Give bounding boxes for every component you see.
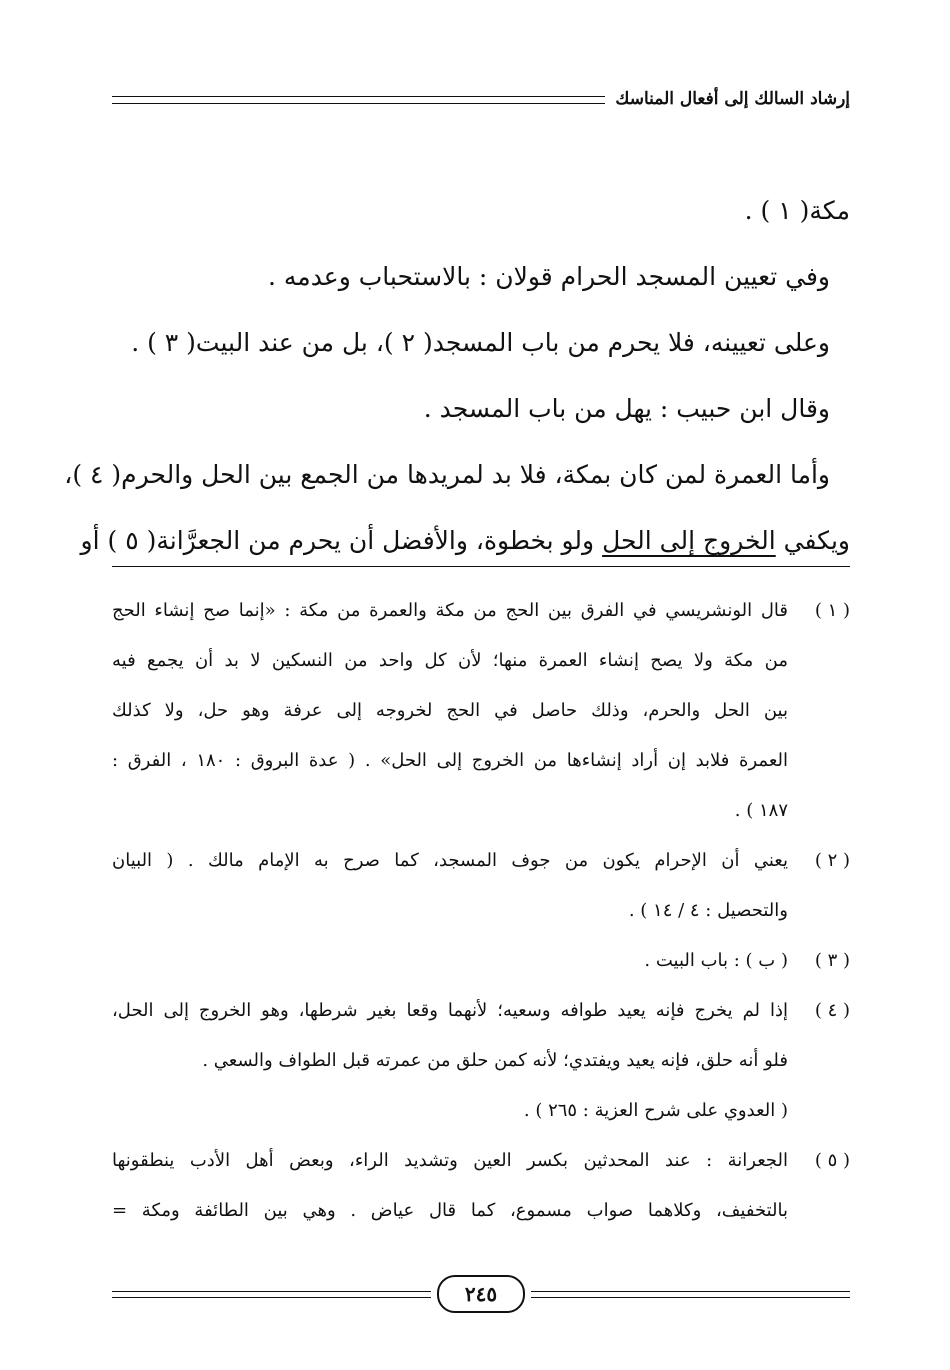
footnote-number: ( ١ )	[814, 600, 850, 621]
footnote-4	[112, 986, 850, 1136]
main-line-6	[80, 508, 850, 574]
main-text	[64, 178, 850, 574]
footnote-body	[112, 936, 788, 986]
footnote-line: بين الحل والحرم، وذلك حاصل في الحج لخروجه إلى عرفة وهو حل، ولا كذلك	[112, 700, 788, 721]
footnote-body	[112, 836, 788, 936]
footnotes	[112, 586, 850, 1236]
footnote-body	[112, 986, 788, 1136]
footnote-number: ( ٤ )	[814, 1000, 850, 1021]
header-title: إرشاد السالك إلى أفعال المناسك	[615, 89, 850, 109]
footnote-line: العمرة فلابد إن أراد إنشاءها من الخروج إلى الحل» . ( عدة البروق : ١٨٠ ، الفرق :	[112, 750, 788, 771]
footnote-line: إذا لم يخرج فإنه يعيد طوافه وسعيه؛ لأنهما وقعا بغير شرطها، وهو الخروج إلى الحل،	[112, 1000, 788, 1021]
footnote-line: ( العدوي على شرح العزية : ٢٦٥ ) .	[523, 1100, 788, 1121]
footnote-line: قال الونشريسي في الفرق بين الحج من مكة والعمرة من مكة : «إنما صح إنشاء الحج	[112, 600, 788, 621]
main-line-3: وعلى تعيينه، فلا يحرم من باب المسجد( ٢ )، بل من عند البيت( ٣ ) .	[131, 328, 830, 357]
footnote-1	[112, 586, 850, 836]
main-line-4: وقال ابن حبيب : يهل من باب المسجد .	[423, 394, 830, 423]
footnote-line: يعني أن الإحرام يكون من جوف المسجد، كما صرح به الإمام مالك . ( البيان	[112, 850, 788, 871]
footer-rule-left	[112, 1291, 431, 1298]
header-rule	[112, 96, 605, 104]
main-line-1: مكة( ١ ) .	[744, 196, 850, 225]
footnote-5	[112, 1136, 850, 1236]
footnote-line: من مكة ولا يصح إنشاء العمرة منها؛ لأن كل واحد من النسكين لا بد أن يجمع فيه	[112, 650, 788, 671]
footnote-line: والتحصيل : ٤ / ١٤ ) .	[628, 900, 788, 921]
running-header	[112, 84, 850, 114]
footnote-number: ( ٥ )	[814, 1150, 850, 1171]
footnote-line: بالتخفيف، وكلاهما صواب مسموع، كما قال عياض . وهي بين الطائفة ومكة =	[112, 1200, 788, 1221]
page-number: ٢٤٥	[437, 1275, 525, 1313]
footnote-body	[112, 1136, 788, 1236]
footnote-divider	[112, 566, 850, 567]
footnote-number: ( ٢ )	[814, 850, 850, 871]
main-line-6-underlined: الخروج إلى الحل	[602, 526, 776, 555]
footnote-body	[112, 586, 788, 836]
footnote-line: فلو أنه حلق، فإنه يعيد ويفتدي؛ لأنه كمن حلق من عمرته قبل الطواف والسعي .	[202, 1050, 788, 1071]
footnote-3	[112, 936, 850, 986]
footnote-line: ١٨٧ ) .	[734, 800, 788, 821]
footnote-number: ( ٣ )	[814, 950, 850, 971]
footnote-2	[112, 836, 850, 936]
main-line-2: وفي تعيين المسجد الحرام قولان : بالاستحباب وعدمه .	[268, 262, 830, 291]
main-line-6-start: ويكفي	[775, 526, 850, 555]
footer-rule-right	[531, 1291, 850, 1298]
footnote-line: الجعرانة : عند المحدثين بكسر العين وتشديد الراء، وبعض أهل الأدب ينطقونها	[112, 1150, 788, 1171]
main-line-6-end: ولو بخطوة، والأفضل أن يحرم من الجعرَّانة( ٥ ) أو	[80, 526, 603, 555]
page-footer	[112, 1272, 850, 1316]
footnote-line: ( ب ) : باب البيت .	[644, 950, 788, 971]
main-line-5: وأما العمرة لمن كان بمكة، فلا بد لمريدها من الجمع بين الحل والحرم( ٤ )،	[64, 460, 830, 489]
